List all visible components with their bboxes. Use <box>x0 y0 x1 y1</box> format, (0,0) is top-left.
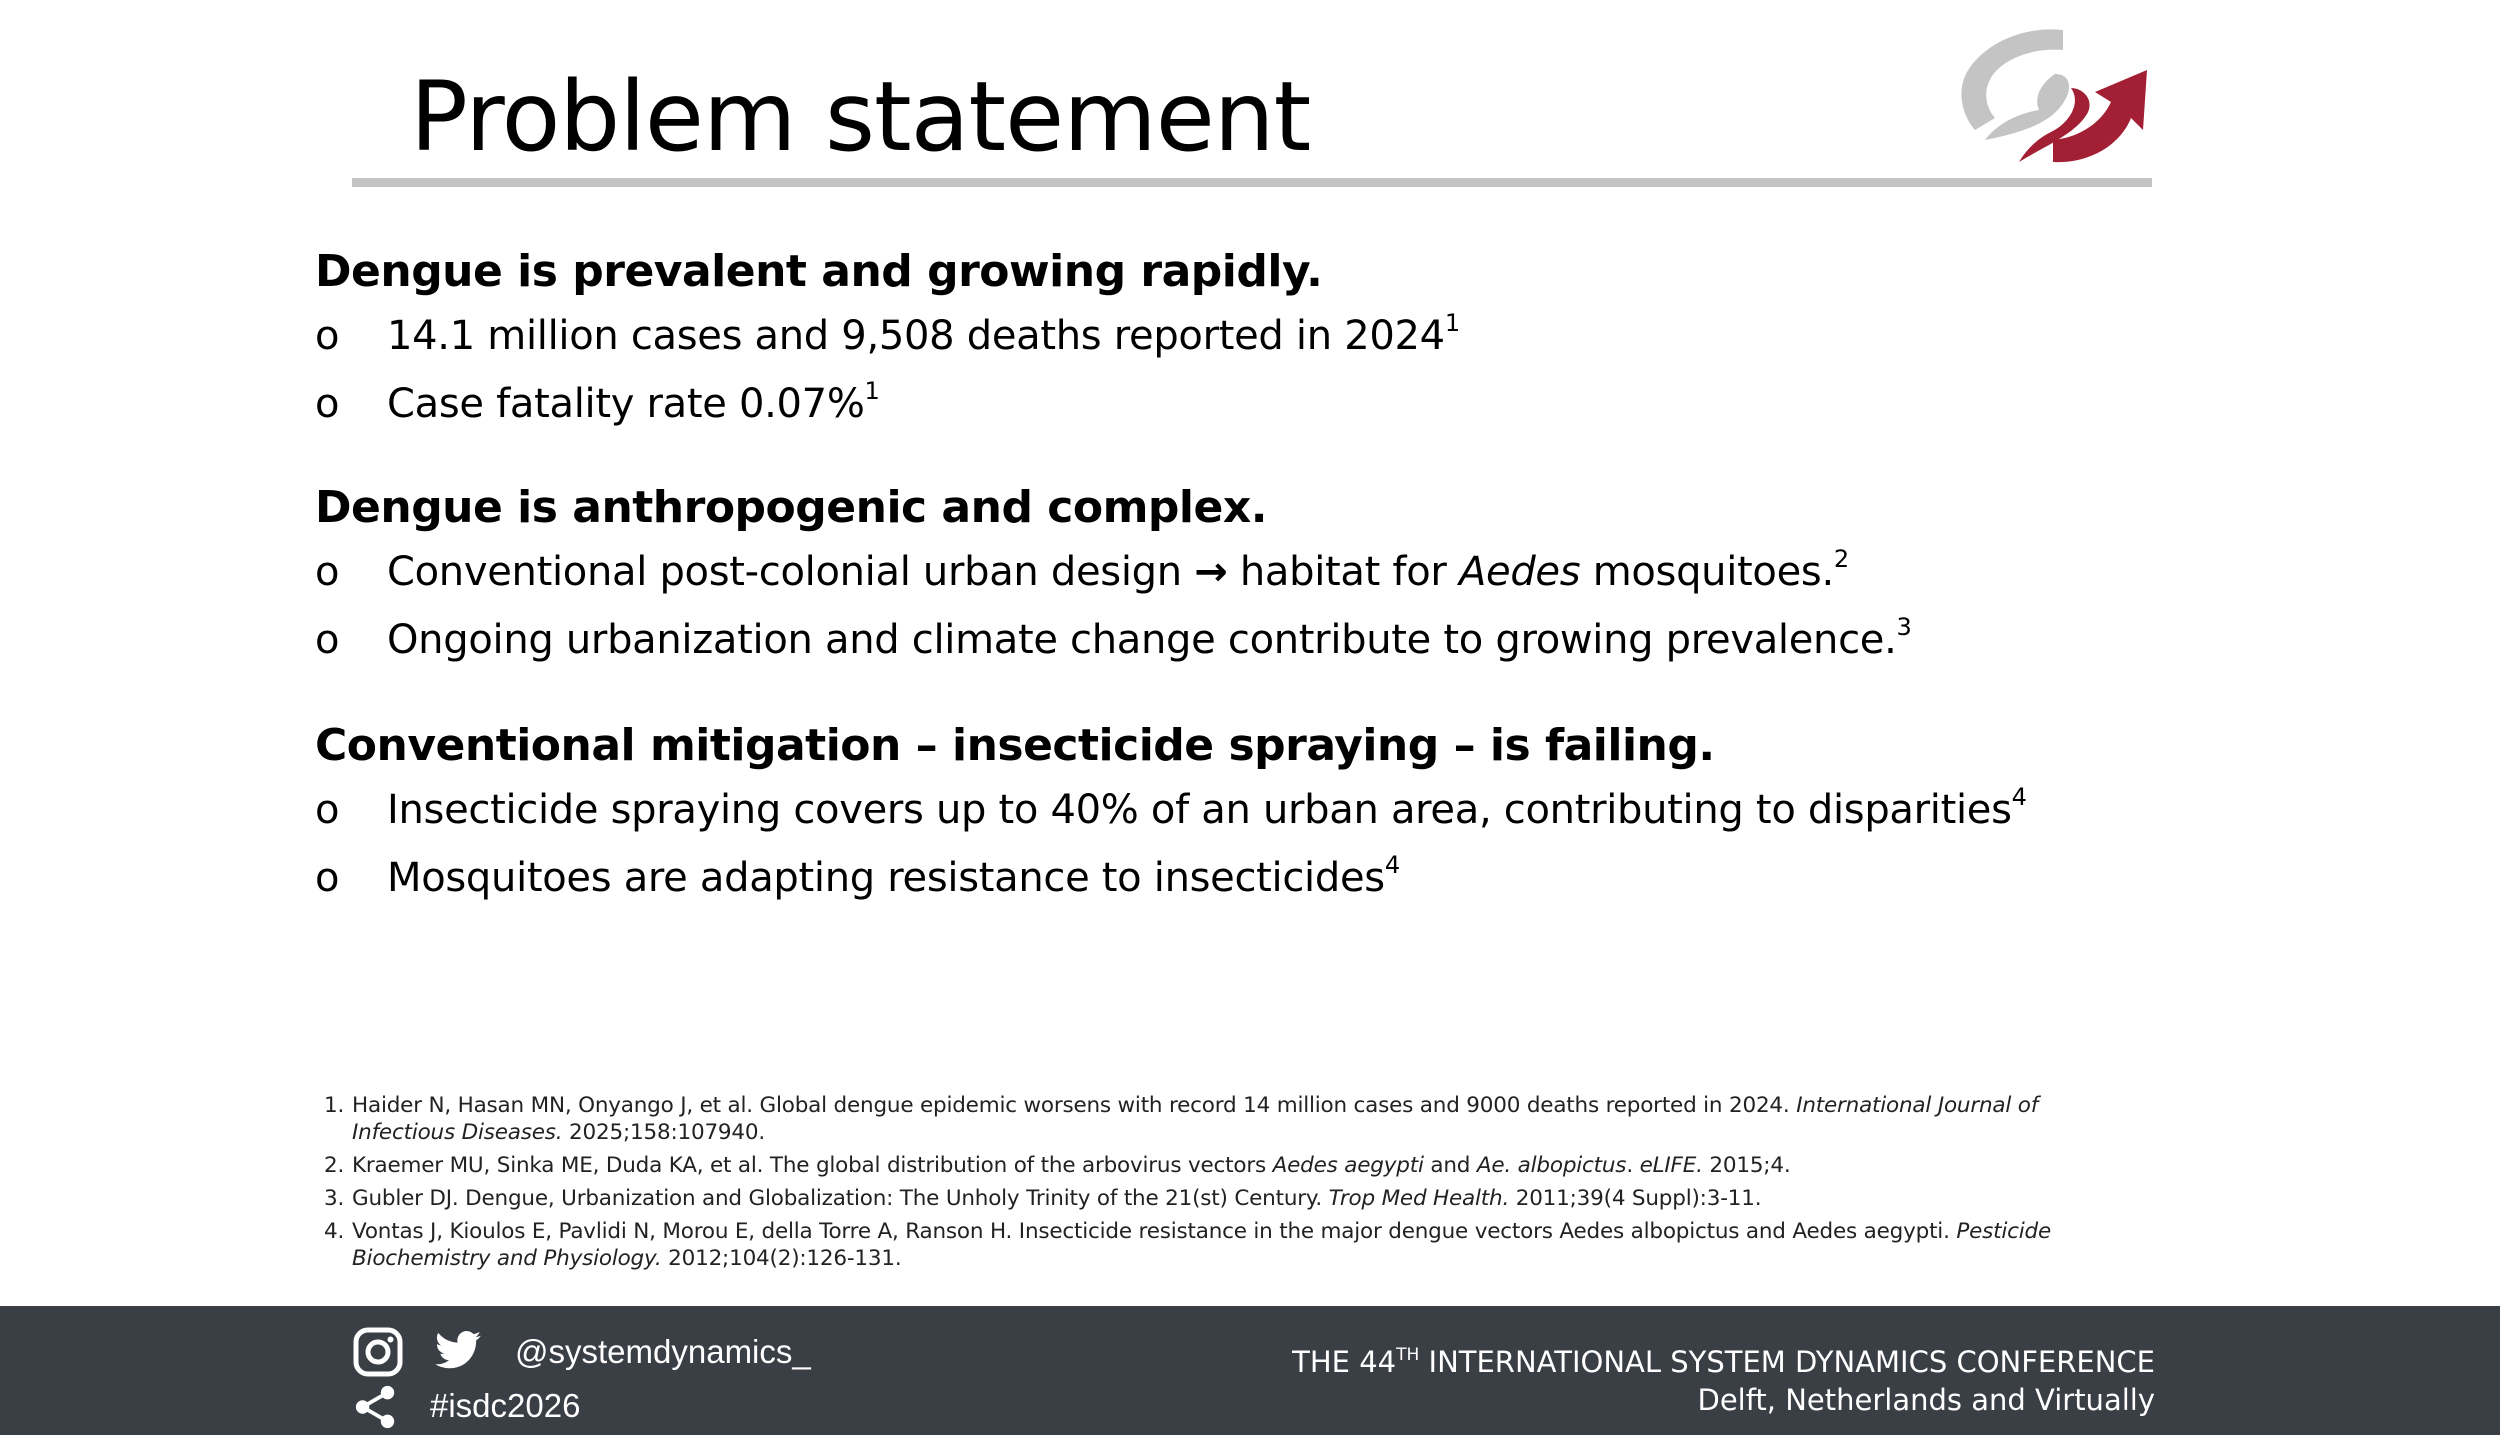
slide-title: Problem statement <box>410 61 1311 173</box>
footnote-ref: 4 <box>1384 851 1400 879</box>
bullet-text: Insecticide spraying covers up to 40% of an urban area, contributing to disparities <box>387 787 2012 833</box>
reference-citation: 2011;39(4 Suppl):3-11. <box>1515 1186 1762 1211</box>
reference-item <box>320 1218 2060 1272</box>
bullet-text: 14.1 million cases and 9,508 deaths reported in 2024 <box>387 313 1445 359</box>
section-heading: Conventional mitigation – insecticide spraying – is failing. <box>315 720 1715 771</box>
reference-journal: Trop Med Health. <box>1328 1186 1510 1211</box>
list-item <box>315 844 1715 912</box>
conference-hashtag[interactable]: #isdc2026 <box>430 1387 581 1424</box>
section-anthropogenic <box>315 478 1912 674</box>
references-list <box>320 1092 2060 1278</box>
reference-text: Vontas J, Kioulos E, Pavlidi N, Morou E, della Torre A, Ranson H. Insecticide resistance in the major dengue vectors Aedes albopictus and Aedes aegypti. <box>352 1219 1950 1244</box>
bullet-marker: o <box>315 787 340 833</box>
footnote-ref: 2 <box>1833 545 1849 573</box>
bullet-text: Ongoing urbanization and climate change contribute to growing prevalence. <box>387 617 1897 663</box>
share-icon[interactable] <box>352 1384 400 1430</box>
species-name: Aedes <box>1458 549 1581 595</box>
bullet-text: mosquitoes. <box>1592 549 1834 595</box>
bullet-text: habitat for <box>1239 549 1447 595</box>
reference-journal: International Journal of Infectious Diseases. <box>352 1093 2039 1145</box>
reference-number: 3. <box>324 1186 345 1211</box>
list-item <box>315 370 1322 438</box>
reference-text: Gubler DJ. Dengue, Urbanization and Globalization: The Unholy Trinity of the 21(st) Century. <box>352 1186 1322 1211</box>
reference-journal: Pesticide Biochemistry and Physiology. <box>352 1219 2052 1271</box>
reference-citation: 2025;158:107940. <box>569 1120 765 1145</box>
list-item <box>315 606 1912 674</box>
conference-location: Delft, Netherlands and Virtually <box>1697 1383 2155 1417</box>
reference-number: 4. <box>324 1219 345 1244</box>
reference-number: 2. <box>324 1153 345 1178</box>
twitter-icon[interactable] <box>430 1326 486 1376</box>
bullet-text: Mosquitoes are adapting resistance to insecticides <box>387 855 1385 901</box>
reference-text: Haider N, Hasan MN, Onyango J, et al. Global dengue epidemic worsens with record 14 million cases and 9000 deaths reported in 2024. <box>352 1093 1790 1118</box>
section-prevalence <box>315 242 1460 438</box>
bullet-marker: o <box>315 855 340 901</box>
reference-item <box>320 1152 2060 1179</box>
reference-journal: eLIFE. <box>1639 1153 1703 1178</box>
species-name: Ae. albopictus <box>1476 1153 1627 1178</box>
bullet-marker: o <box>315 381 340 427</box>
species-name: Aedes aegypti <box>1272 1153 1424 1178</box>
reference-number: 1. <box>324 1093 345 1118</box>
bullet-text: Case fatality rate 0.07% <box>387 381 865 427</box>
list-item <box>315 776 2027 844</box>
bullet-text: Conventional post-colonial urban design <box>387 549 1182 595</box>
bullet-marker: o <box>315 549 340 595</box>
instagram-icon[interactable] <box>352 1326 404 1378</box>
reference-citation: 2015;4. <box>1709 1153 1791 1178</box>
reference-citation: 2012;104(2):126-131. <box>668 1246 902 1271</box>
reference-text: and <box>1430 1153 1471 1178</box>
title-divider <box>352 178 2152 187</box>
section-heading: Dengue is anthropogenic and complex. <box>315 482 1267 533</box>
social-handle[interactable]: @systemdynamics_ <box>515 1333 811 1370</box>
reference-item <box>320 1185 2060 1212</box>
footnote-ref: 3 <box>1896 613 1912 641</box>
list-item <box>315 302 1460 370</box>
system-dynamics-logo <box>1955 22 2155 172</box>
section-mitigation <box>315 716 2027 912</box>
footnote-ref: 1 <box>1444 309 1460 337</box>
reference-text: Kraemer MU, Sinka ME, Duda KA, et al. The global distribution of the arbovirus vectors <box>352 1153 1266 1178</box>
reference-text: . <box>1626 1153 1633 1178</box>
reference-item <box>320 1092 2060 1146</box>
conference-title: THE 44TH INTERNATIONAL SYSTEM DYNAMICS CONFERENCE <box>1292 1345 2155 1379</box>
footnote-ref: 1 <box>864 377 880 405</box>
footer-bar <box>0 1306 2500 1435</box>
footnote-ref: 4 <box>2011 783 2027 811</box>
list-item <box>315 538 1849 606</box>
bullet-marker: o <box>315 617 340 663</box>
arrow-icon: → <box>1194 549 1228 595</box>
bullet-marker: o <box>315 313 340 359</box>
section-heading: Dengue is prevalent and growing rapidly. <box>315 246 1323 297</box>
